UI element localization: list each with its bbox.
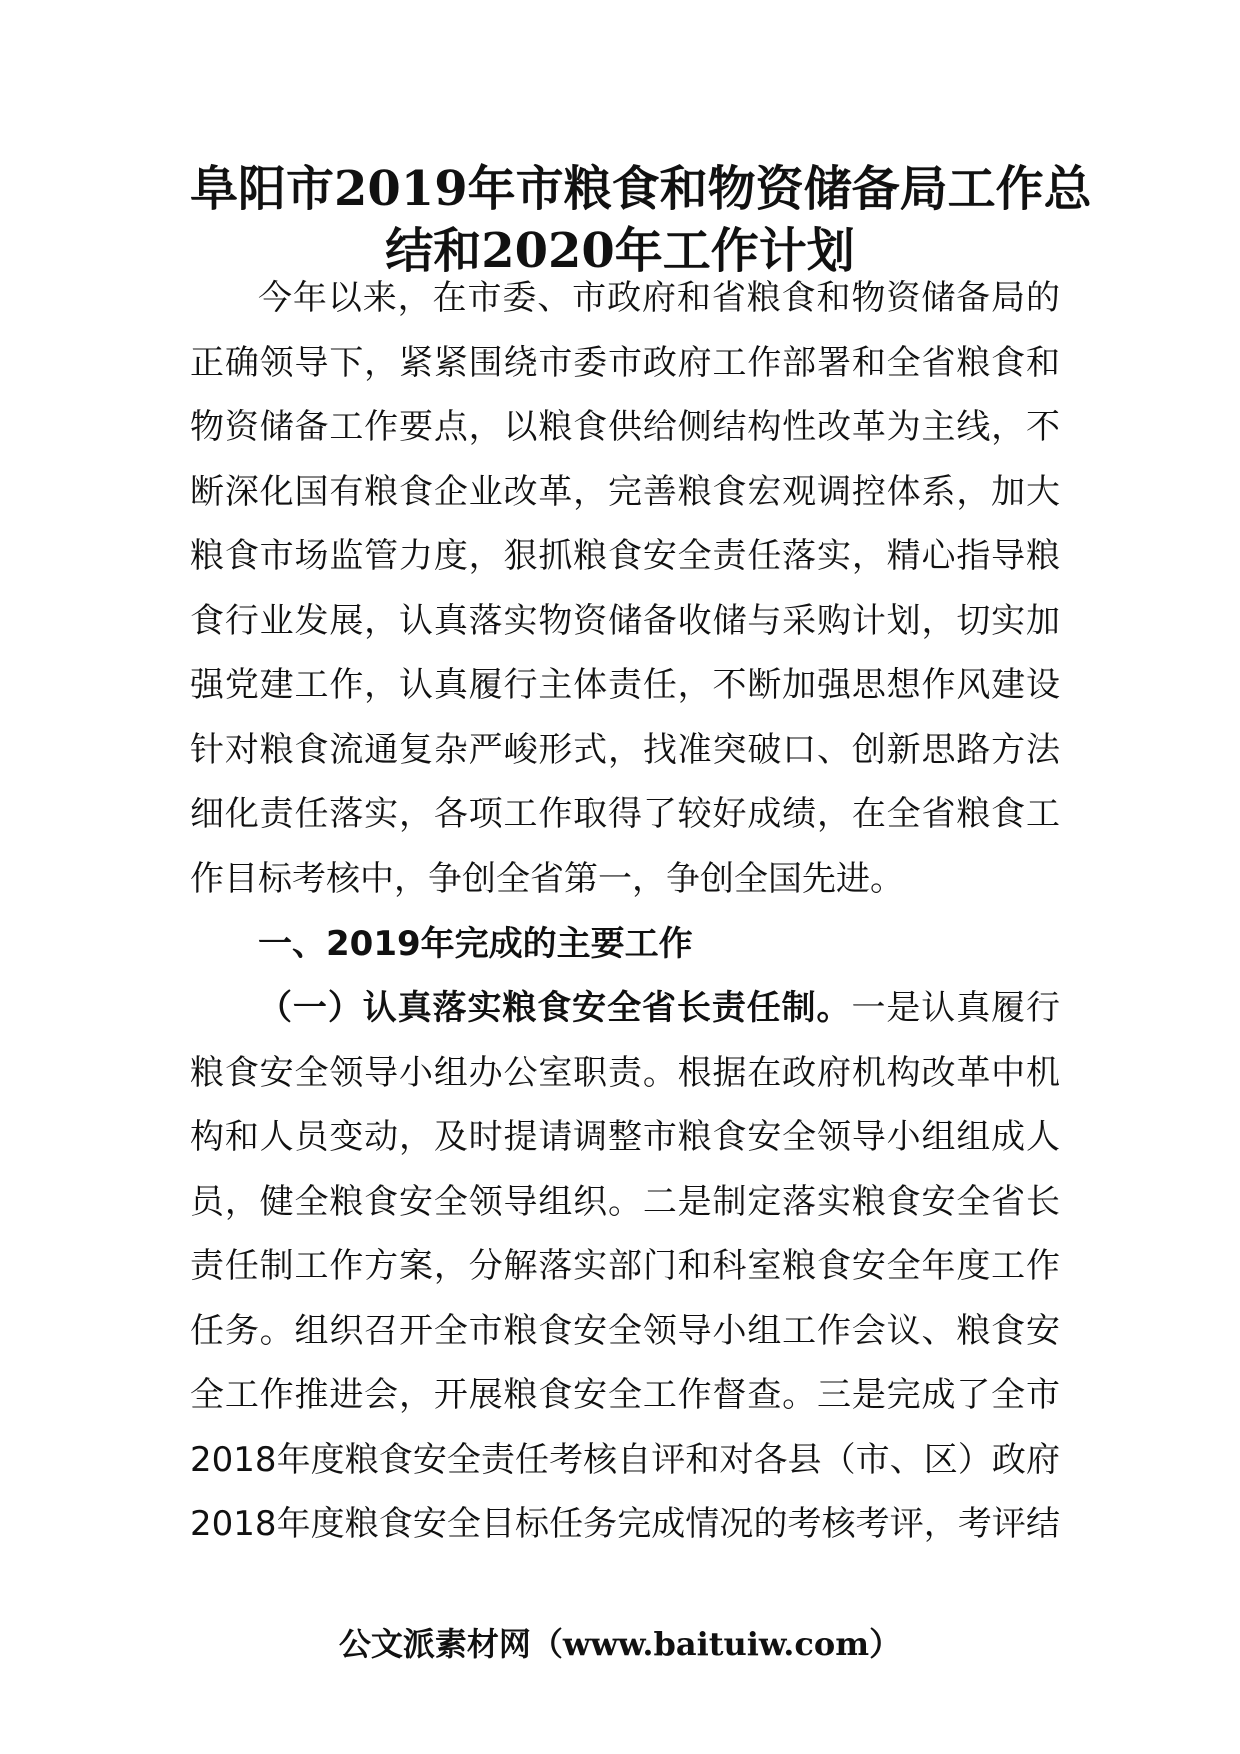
document-title <box>190 158 1092 282</box>
intro-line: 正确领导下，紧紧围绕市委市政府工作部署和全省粮食和 <box>190 342 1060 383</box>
footer-watermark-text: 公文派素材网（www.baituiw.com） <box>338 1625 902 1663</box>
intro-line: 粮食市场监管力度，狠抓粮食安全责任落实，精心指导粮 <box>190 536 1060 576</box>
intro-line: 断深化国有粮食企业改革，完善粮食宏观调控体系，加大 <box>190 471 1060 512</box>
intro-line: 今年以来，在市委、市政府和省粮食和物资储备局的 <box>258 278 1060 318</box>
subsection-line: 粮食安全领导小组办公室职责。根据在政府机构改革中机 <box>190 1052 1060 1093</box>
title-line-1: 阜阳市2019年市粮食和物资储备局工作总 <box>190 161 1092 217</box>
section-heading: 一、2019年完成的主要工作 <box>258 924 693 964</box>
intro-line: 针对粮食流通复杂严峻形式，找准突破口、创新思路方法 <box>190 729 1060 770</box>
subsection-line: 任务。组织召开全市粮食安全领导小组工作会议、粮食安 <box>190 1310 1060 1351</box>
subsection-line: 责任制工作方案，分解落实部门和科室粮食安全年度工作 <box>190 1246 1060 1286</box>
intro-line: 强党建工作，认真履行主体责任，不断加强思想作风建设 <box>190 665 1060 705</box>
subsection-first-line <box>190 976 1060 1041</box>
intro-line: 作目标考核中，争创全省第一，争创全国先进。 <box>190 858 904 899</box>
title-line-2: 结和2020年工作计划 <box>385 223 855 279</box>
intro-line: 食行业发展，认真落实物资储备收储与采购计划，切实加 <box>190 600 1060 641</box>
subsection-heading: （一）认真落实粮食安全省长责任制。 <box>258 988 852 1028</box>
subsection-line: 2018年度粮食安全责任考核自评和对各县（市、区）政府 <box>190 1439 1060 1480</box>
intro-line: 物资储备工作要点，以粮食供给侧结构性改革为主线，不 <box>190 407 1060 447</box>
subsection-first-line-text: 一是认真履行 <box>851 988 1061 1028</box>
subsection-line: 全工作推进会，开展粮食安全工作督查。三是完成了全市 <box>190 1375 1060 1415</box>
subsection-line: 员，健全粮食安全领导组织。二是制定落实粮食安全省长 <box>190 1181 1060 1222</box>
intro-paragraph <box>190 266 1060 911</box>
intro-line: 细化责任落实，各项工作取得了较好成绩，在全省粮食工 <box>190 794 1060 834</box>
subsection-line: 2018年度粮食安全目标任务完成情况的考核考评，考评结 <box>190 1504 1060 1544</box>
subsection-line: 构和人员变动，及时提请调整市粮食安全领导小组组成人 <box>190 1117 1060 1157</box>
subsection-paragraph <box>190 976 1060 1557</box>
section-block <box>190 912 1060 977</box>
